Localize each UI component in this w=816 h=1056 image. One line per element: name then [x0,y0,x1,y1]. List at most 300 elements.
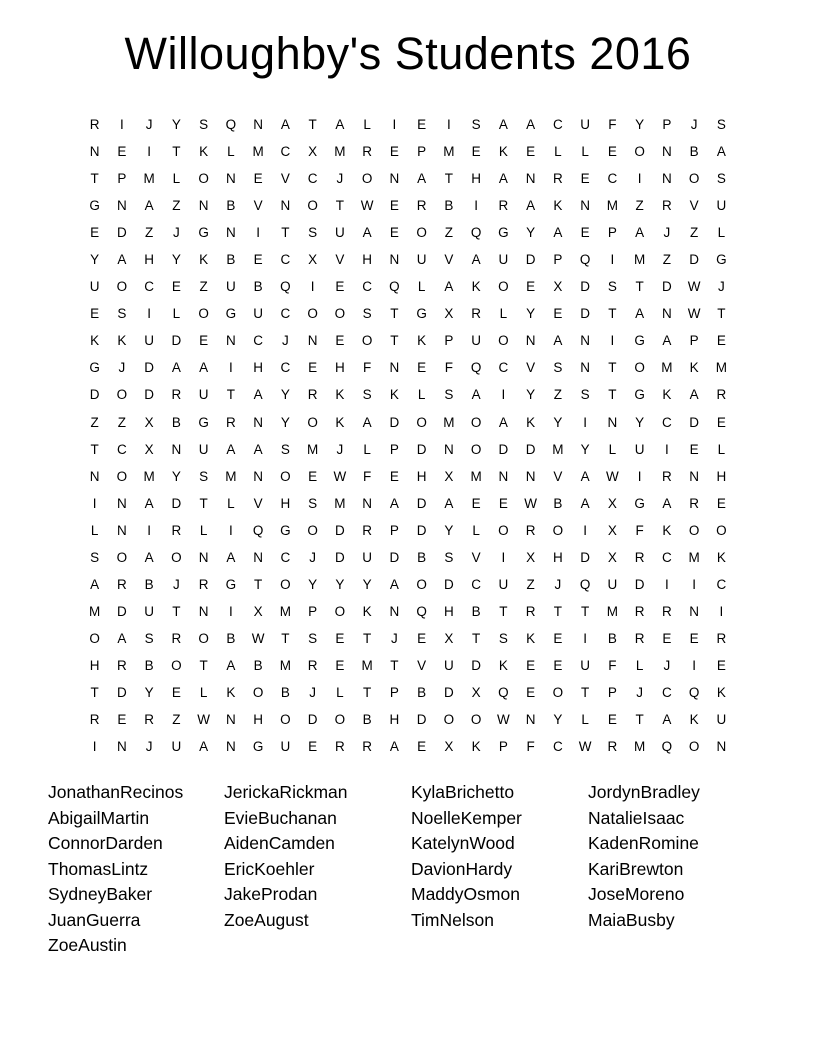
grid-letter: A [498,171,508,187]
grid-letter: A [498,414,508,430]
grid-letter: A [716,144,726,160]
grid-letter: R [634,630,645,646]
grid-letter: I [501,387,506,403]
grid-letter: O [688,522,700,538]
grid-letter: H [253,360,263,376]
grid-letter: B [226,252,236,268]
grid-letter: U [716,712,727,728]
grid-letter: S [362,306,372,322]
grid-letter: A [662,712,672,728]
grid-letter: O [280,468,291,484]
grid-letter: B [280,685,290,700]
grid-letter: E [90,225,100,241]
grid-letter: N [362,495,372,511]
grid-letter: K [335,387,345,403]
word-list-item: EvieBuchanan [224,807,337,828]
grid-letter: I [228,360,233,376]
grid-letter: A [226,549,236,565]
grid-letter: W [197,712,210,728]
grid-letter: C [662,685,672,700]
grid-letter: O [688,171,700,187]
grid-letter: M [225,468,237,484]
grid-letter: N [226,333,236,349]
grid-letter: X [144,414,154,430]
grid-letter: P [389,685,399,700]
grid-letter: I [637,171,642,187]
grid-letter: N [226,739,236,755]
grid-letter: I [637,468,642,484]
grid-letter: I [501,549,506,565]
grid-letter: Y [280,414,290,430]
grid-letter: O [171,657,182,673]
grid-letter: N [580,360,590,376]
grid-letter: N [498,468,509,484]
grid-letter: N [253,549,263,565]
grid-letter: O [470,712,482,728]
grid-letter: S [716,117,726,133]
word-list-item: JonathanRecinos [48,782,184,802]
grid-letter: S [607,279,617,295]
grid-letter: N [389,171,400,187]
grid-letter: T [308,117,317,133]
grid-letter: I [664,441,669,457]
grid-letter: U [580,117,590,133]
grid-letter: B [444,198,454,214]
grid-letter: A [635,306,645,322]
grid-letter: O [334,306,346,322]
word-list-item: KylaBrichetto [411,782,515,802]
grid-letter: T [281,225,290,241]
grid-letter: N [280,198,291,214]
grid-letter: T [608,387,617,403]
grid-letter: K [662,387,672,403]
grid-letter: X [607,495,617,511]
grid-letter: O [116,468,128,484]
grid-letter: L [581,712,589,728]
word-list-item: TimNelson [411,909,494,930]
grid-letter: J [663,225,671,241]
grid-letter: N [525,468,536,484]
grid-letter: I [583,522,587,538]
grid-letter: Z [172,198,181,214]
grid-letter: T [390,333,399,349]
grid-letter: D [444,685,454,700]
grid-letter: N [580,333,590,349]
word-list-column [411,780,588,933]
grid-letter: M [143,171,155,187]
grid-letter: A [444,495,454,511]
grid-letter: E [171,279,181,295]
grid-letter: R [662,198,672,214]
grid-letter: E [389,225,399,241]
grid-letter: S [444,387,454,403]
grid-letter: K [716,549,726,565]
grid-letter: C [307,171,318,187]
word-list-item: KariBrewton [588,858,684,879]
grid-letter: O [307,414,318,430]
grid-letter: J [173,576,180,592]
grid-letter: A [417,171,427,187]
grid-letter: X [308,144,318,160]
grid-letter: E [607,712,617,728]
grid-letter: E [389,144,399,160]
grid-letter: C [144,279,154,295]
grid-letter: G [416,306,427,322]
grid-letter: O [634,144,645,160]
grid-letter: L [363,441,371,457]
grid-letter: E [335,279,345,295]
grid-letter: T [172,144,181,160]
grid-letter: U [580,657,590,673]
grid-letter: C [553,739,563,755]
grid-letter: Y [526,225,536,241]
grid-letter: U [607,576,618,592]
grid-letter: T [444,171,453,187]
grid-letter: E [253,171,263,187]
grid-letter: Z [145,225,154,241]
grid-letter: P [689,333,699,349]
grid-letter: C [280,144,291,160]
grid-letter: K [526,414,536,430]
grid-letter: I [147,306,151,322]
grid-letter: H [716,468,727,484]
grid-letter: J [309,549,316,565]
grid-letter: K [471,279,481,295]
grid-letter: E [471,495,481,511]
grid-letter: N [198,603,209,619]
grid-letter: V [280,171,290,187]
grid-letter: Y [362,576,372,592]
grid-letter: U [198,387,209,403]
grid-letter: O [198,171,209,187]
grid-letter: U [89,279,100,295]
grid-letter: U [171,739,182,755]
grid-letter: D [580,306,590,322]
grid-letter: U [198,441,209,457]
grid-letter: U [498,576,509,592]
grid-letter: T [254,576,263,592]
grid-letter: C [280,549,291,565]
grid-letter: K [417,333,427,349]
grid-letter: Y [526,306,536,322]
word-list-item: JordynBradley [588,782,700,802]
grid-letter: L [199,522,208,538]
grid-letter: I [147,522,151,538]
grid-letter: I [228,522,233,538]
grid-letter: Q [470,225,482,241]
grid-letter: T [90,685,99,700]
grid-letter: A [144,198,154,214]
grid-letter: R [362,739,372,755]
grid-letter: T [608,360,617,376]
grid-letter: S [199,468,209,484]
grid-letter: A [444,279,454,295]
grid-letter: A [498,117,508,133]
grid-letter: T [199,657,208,673]
grid-letter: E [526,685,536,700]
word-list-column [48,780,224,959]
grid-letter: Y [553,712,563,728]
grid-letter: N [389,360,400,376]
grid-letter: O [171,549,182,565]
grid-letter: I [310,279,315,295]
grid-letter: T [363,630,372,646]
grid-letter: X [444,306,454,322]
grid-letter: C [471,576,481,592]
grid-letter: K [389,387,399,403]
grid-letter: N [307,333,318,349]
grid-letter: N [525,333,536,349]
grid-letter: Z [117,414,126,430]
grid-letter: N [253,414,263,430]
grid-letter: X [607,549,617,565]
grid-letter: I [446,117,451,133]
word-search-grid [81,111,735,760]
grid-letter: C [662,549,672,565]
grid-letter: V [689,198,699,214]
grid-letter: M [606,603,618,619]
grid-letter: E [526,657,536,673]
grid-letter: O [498,279,509,295]
grid-letter: D [389,414,400,430]
grid-letter: A [199,739,209,755]
grid-letter: A [635,225,645,241]
grid-letter: E [716,333,726,349]
grid-letter: B [253,279,263,295]
grid-letter: W [497,712,510,728]
grid-letter: E [417,117,427,133]
word-list-item: NoelleKemper [411,807,522,828]
grid-letter: L [172,171,181,187]
grid-letter: A [144,495,154,511]
grid-letter: Q [252,522,264,538]
word-list-item: DavionHardy [411,858,513,879]
grid-letter: A [90,576,100,592]
grid-letter: I [228,603,233,619]
grid-letter: S [362,387,372,403]
grid-letter: N [226,225,236,241]
grid-letter: B [226,198,236,214]
grid-letter: A [199,360,209,376]
grid-letter: D [662,279,672,295]
grid-letter: A [280,117,290,133]
grid-letter: M [443,414,455,430]
grid-letter: R [307,657,318,673]
grid-letter: L [608,441,617,457]
grid-letter: V [253,495,263,511]
grid-letter: R [362,144,372,160]
grid-letter: G [252,739,264,755]
grid-letter: O [716,522,727,538]
grid-letter: T [581,685,590,700]
grid-letter: O [498,333,509,349]
grid-letter: S [117,306,127,322]
grid-letter: T [472,630,481,646]
grid-letter: R [553,171,563,187]
grid-letter: S [280,441,290,457]
grid-letter: R [171,522,182,538]
grid-letter: Z [172,712,181,728]
grid-letter: D [525,441,536,457]
grid-letter: E [716,657,726,673]
grid-letter: Y [553,414,563,430]
grid-letter: J [145,117,153,133]
grid-letter: U [716,198,727,214]
grid-letter: D [416,495,427,511]
grid-letter: M [89,603,101,619]
grid-letter: X [144,441,154,457]
grid-letter: A [226,441,236,457]
grid-letter: E [580,171,590,187]
grid-letter: K [199,252,209,268]
grid-letter: E [526,279,536,295]
grid-letter: W [360,198,374,214]
grid-letter: T [90,441,99,457]
grid-letter: R [498,198,509,214]
grid-letter: F [363,468,372,484]
grid-letter: A [226,657,236,673]
grid-letter: Y [280,387,290,403]
grid-letter: A [580,468,590,484]
grid-letter: Y [144,685,154,700]
grid-letter: C [280,306,291,322]
grid-letter: U [335,225,345,241]
grid-letter: K [689,712,699,728]
grid-letter: Y [444,522,454,538]
grid-letter: W [524,495,537,511]
grid-letter: N [525,171,536,187]
grid-letter: B [253,657,263,673]
grid-letter: R [89,117,100,133]
grid-letter: P [389,522,399,538]
grid-letter: M [279,603,291,619]
grid-letter: D [471,657,481,673]
grid-letter: T [608,306,617,322]
grid-letter: D [416,712,427,728]
grid-letter: E [553,630,563,646]
grid-letter: N [117,495,127,511]
word-list-item: ZoeAugust [224,909,309,930]
grid-letter: M [688,549,700,565]
grid-letter: O [361,171,373,187]
grid-letter: D [580,279,590,295]
grid-letter: K [199,144,209,160]
grid-letter: K [716,685,726,700]
grid-letter: V [335,252,345,268]
grid-letter: N [689,603,699,619]
word-list-item: JerickaRickman [224,782,348,802]
grid-letter: A [662,495,672,511]
grid-letter: W [687,306,701,322]
grid-letter: C [280,360,291,376]
grid-letter: I [583,630,587,646]
grid-letter: T [581,603,590,619]
grid-letter: E [716,495,726,511]
grid-letter: L [472,522,480,538]
grid-letter: H [471,171,481,187]
grid-letter: D [89,387,100,403]
grid-letter: X [444,630,454,646]
grid-letter: U [280,739,291,755]
grid-letter: M [470,468,482,484]
grid-letter: J [554,576,562,592]
grid-letter: O [334,712,346,728]
grid-letter: Z [690,225,699,241]
grid-letter: O [280,712,291,728]
grid-letter: S [308,225,318,241]
grid-letter: P [553,252,563,268]
grid-letter: M [143,468,155,484]
grid-letter: R [716,387,727,403]
grid-letter: D [634,576,645,592]
grid-letter: A [362,414,372,430]
grid-letter: O [498,522,509,538]
grid-letter: Z [444,225,453,241]
grid-letter: U [144,603,154,619]
grid-letter: Y [171,252,181,268]
grid-letter: C [607,171,618,187]
grid-letter: Y [308,576,318,592]
word-list-item: KatelynWood [411,833,515,853]
grid-letter: I [392,117,397,133]
grid-letter: S [199,117,209,133]
grid-letter: E [308,739,318,755]
grid-letter: J [336,441,344,457]
grid-letter: O [198,630,209,646]
grid-letter: R [662,468,672,484]
grid-letter: E [689,630,699,646]
grid-letter: U [416,252,427,268]
grid-letter: S [471,117,481,133]
grid-letter: Z [90,414,99,430]
grid-letter: E [689,441,699,457]
grid-letter: D [525,252,536,268]
grid-letter: B [417,549,427,565]
grid-letter: E [526,144,536,160]
grid-letter: I [92,739,97,755]
grid-letter: L [227,495,235,511]
grid-letter: Z [199,279,208,295]
word-list-item: MaiaBusby [588,909,675,930]
grid-letter: P [308,603,318,619]
grid-letter: G [280,522,291,538]
grid-letter: M [361,657,373,673]
grid-letter: I [610,252,615,268]
grid-letter: R [171,387,182,403]
grid-letter: I [147,144,151,160]
grid-letter: O [416,225,427,241]
grid-letter: N [662,306,672,322]
grid-letter: N [89,468,100,484]
grid-letter: N [117,739,127,755]
grid-letter: S [580,387,590,403]
grid-letter: V [526,360,536,376]
grid-letter: D [171,333,182,349]
grid-letter: N [662,171,672,187]
grid-letter: N [198,549,209,565]
grid-letter: A [689,387,699,403]
word-list-item: SydneyBaker [48,884,153,904]
grid-letter: U [253,306,263,322]
grid-letter: N [198,198,209,214]
grid-letter: F [526,739,535,755]
grid-letter: W [251,630,265,646]
grid-letter: N [253,468,263,484]
grid-letter: M [661,360,673,376]
grid-letter: Q [225,117,237,133]
grid-letter: O [361,333,373,349]
grid-letter: J [173,225,180,241]
